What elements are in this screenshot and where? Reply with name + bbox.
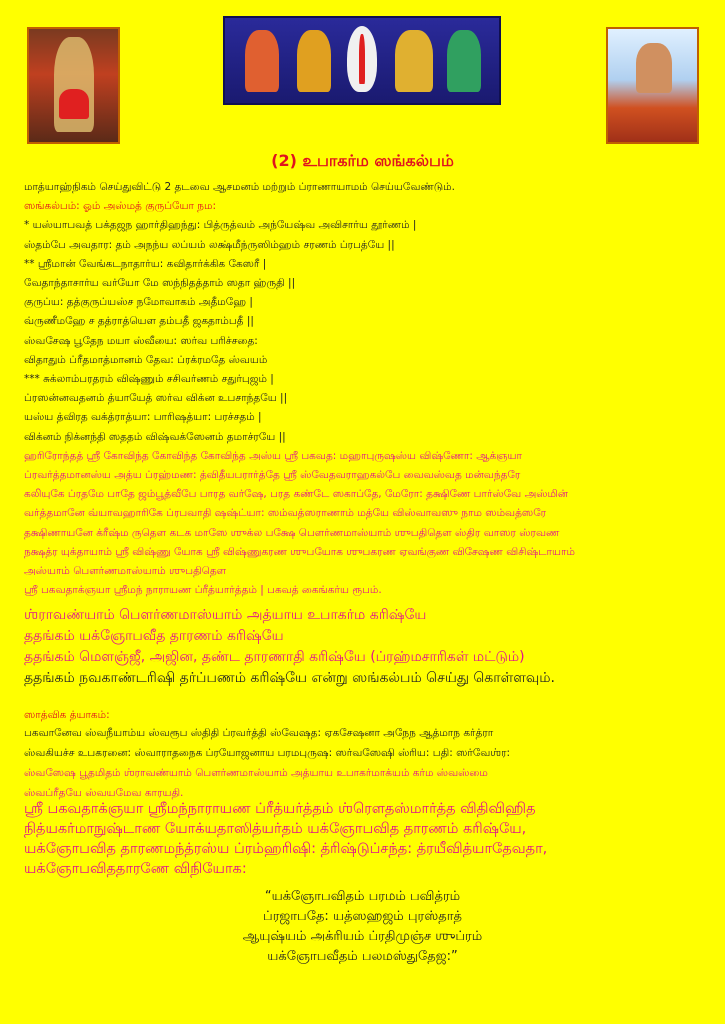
quote-line: “யக்ஞோபவிதம் பரமம் பவித்ரம் xyxy=(264,889,461,904)
satvika-line: ஸ்வகியச்ச உபகரனை: ஸ்வாராதநைக ப்ரயோஜனாய பரமபுருஷ: ஸர்வஸேஷி ஸ்ரிய: பதி: ஸர்வேஶ்ர: xyxy=(24,747,511,759)
text-line: விதாதும் ப்ரீதமாத்மானம் தேவ: ப்ரக்ரமதே ஸ்வயம் xyxy=(24,353,268,366)
acharya-photo-left xyxy=(27,27,120,144)
final-line: நித்யகர்மாநுஷ்டாண யோக்யதாஸித்யர்தம் யக்ஞோபவித தாரணம் கரிஷ்யே, xyxy=(24,821,527,837)
text-line: ப்ரவர்த்தமானஸ்ய அத்ய ப்ரஹ்மண: த்விதீயபரார்த்தே ஸ்ரீ ஸ்வேதவராஹகல்பே வைவஸ்வத மன்வந்தரே xyxy=(24,469,521,481)
text-line: ஸங்கல்பம்: ஓம் அஸ்மத் குருப்யோ நம: xyxy=(24,200,217,213)
text-line: ** ஸ்ரீமான் வேங்கடநாதார்ய: கவிதார்க்கிக கேஸரீ | xyxy=(24,257,267,270)
text-line: வர்த்தமானே வ்யாவஹாரிகே ப்ரபவாதி ஷஷ்ட்யா: ஸம்வத்ஸராணாம் மத்யே விஸ்வாவஸு நாம ஸம்வத்ஸரே xyxy=(24,507,547,520)
highlight-line: ததங்கம் மௌஞ்ஜீ, அஜின, தண்ட தாரணாதி கரிஷ்யே (ப்ரஹ்மசாரிகள் மட்டும்) xyxy=(24,649,525,665)
final-line: யக்ஞோபவித தாரணமந்த்ரஸ்ய ப்ரம்ஹரிஷி: த்ரிஷ்டுப்சந்த: த்ரயீவித்யாதேவதா, xyxy=(24,841,548,857)
text-line: *** சுக்லாம்பரதரம் விஷ்ணும் சசிவர்ணம் சதுர்புஜம் | xyxy=(24,373,274,385)
final-line: ஸ்ரீ பகவதாக்ஞயா ஸ்ரீமந்நாராயண ப்ரீத்யர்த்தம் ஶ்ரௌதஸ்மார்த்த விதிவிஹித xyxy=(24,801,536,817)
quote-line: ப்ரஜாபதே: யத்ஸஹஜம் புரஸ்தாத் xyxy=(263,909,462,924)
text-line: குருப்ய: தத்குருப்யஸ்ச நமோவாகம் அதீமஹே | xyxy=(24,296,253,309)
text-line: நக்ஷத்ர யுக்தாயாம் ஸ்ரீ விஷ்ணு யோக ஸ்ரீ விஷ்ணுகரண ஶுபயோக ஶுபகரண ஏவங்குண விசேஷண விசிஷ்டாயாம் xyxy=(24,545,575,558)
quote-line: ஆயுஷ்யம் அக்ரியம் ப்ரதிமுஞ்ச ஶுப்ரம் xyxy=(242,929,483,944)
text-line: மாத்யாஹ்நிகம் செய்துவிட்டு 2 தடவை ஆசமனம் மற்றும் ப்ராணாயாமம் செய்யவேண்டும். xyxy=(24,181,455,193)
text-line: விக்னம் நிக்னந்தி ஸததம் விஷ்வக்ஸேனம் தமாச்ரயே || xyxy=(24,430,286,443)
highlight-line: ஶ்ராவண்யாம் பௌர்ணமாஸ்யாம் அத்யாய உபாகர்ம கரிஷ்யே xyxy=(24,607,427,623)
highlight-line: ததங்கம் யக்ஞோபவீத தாரணம் கரிஷ்யே xyxy=(24,628,284,644)
text-line: ஸ்வசேஷ பூதேந மயா ஸ்வீயை: ஸர்வ பரிச்சதை: xyxy=(24,334,258,347)
divine-banner-image xyxy=(223,16,501,105)
final-line: யக்ஞோபவிததாரணே விநியோக: xyxy=(24,861,247,877)
text-line: ஸ்ரீ பகவதாக்ஞயா ஸ்ரீமந் நாராயண ப்ரீத்யார்த்தம் | பகவத் கைங்கர்ய ரூபம். xyxy=(24,584,382,597)
page-title: (2) உபாகர்ம ஸங்கல்பம் xyxy=(271,151,454,170)
text-line: ஸ்தம்பே அவதார: தம் அநந்ய லப்யம் லக்ஷ்மீந்ருஸிம்ஹம் சரணம் ப்ரபத்யே || xyxy=(24,238,395,251)
text-line: கலியுகே ப்ரதமே பாதே ஜம்பூத்வீபே பாரத வர்ஷே, பரத கண்டே ஸகாப்தே, மேரோ: தக்ஷிணே பார்ஸ்வே அஸ்மின் xyxy=(24,488,569,501)
text-line: யஸ்ய த்விரத வக்த்ராத்யா: பாரிஷத்யா: பரச்சதம் | xyxy=(24,411,262,424)
highlight-line: ததங்கம் நவகாண்டரிஷி தர்ப்பணம் கரிஷ்யே என்று ஸங்கல்பம் செய்து கொள்ளவும். xyxy=(24,670,555,686)
text-line: அஸ்யாம் பௌர்ணமாஸ்யாம் ஶுபதிதௌ xyxy=(24,565,227,577)
text-line: ஹரிரோந்தத் ஸ்ரீ கோவிந்த கோவிந்த கோவிந்த அஸ்ய ஸ்ரீ பகவத: மஹாபுருஷஸ்ய விஷ்ணோ: ஆக்ஞயா xyxy=(24,449,523,462)
acharya-photo-right xyxy=(606,27,699,144)
text-line: தக்ஷிணாயனே க்ரீஷ்ம ருதௌ கடக மாஸே ஶுக்ல பக்ஷே பௌர்ணமாஸ்யாம் ஶுபதிதௌ ஸ்திர வாஸர ஸ்ரவண xyxy=(24,526,560,539)
satvika-line: ஸ்வப்ரீதயே ஸ்வயமேவ காரயதி. xyxy=(24,787,184,799)
quote-line: யக்ஞோபவீதம் பலமஸ்துதேஜ:” xyxy=(267,949,458,964)
satvika-heading: ஸாத்விக த்யாகம்: xyxy=(24,709,110,721)
satvika-line: ஸ்வஸேஷ பூதமிதம் ஶ்ராவண்யாம் பௌர்ணமாஸ்யாம் அத்யாய உபாகர்மாக்யம் கர்ம ஸ்வஸ்மை xyxy=(24,767,488,779)
text-line: * யஸ்யாபவத் பக்தஜந ஹார்திஹந்து: பித்ருத்வம் அந்யேஷ்வ அவிசார்ய தூர்ணம் | xyxy=(24,219,417,232)
satvika-line: பகவானேவ ஸ்வநீயாம்ய ஸ்வரூப ஸ்திதி ப்ரவர்த்தி ஸ்வேஷத: ஏகசேஷனா அநேந ஆத்மாந கர்த்ரா xyxy=(24,727,494,739)
text-line: ப்ரஸன்னவதனம் த்யாயேத் ஸர்வ விக்ன உபசாந்தயே || xyxy=(24,392,288,405)
text-line: வேதாந்தாசார்ய வர்யோ மே ஸந்நிதத்தாம் ஸதா ஹ்ருதி || xyxy=(24,277,296,289)
text-line: வ்ருணீமஹே ச தத்ராத்யௌ தம்பதீ ஜகதாம்பதீ || xyxy=(24,315,254,328)
